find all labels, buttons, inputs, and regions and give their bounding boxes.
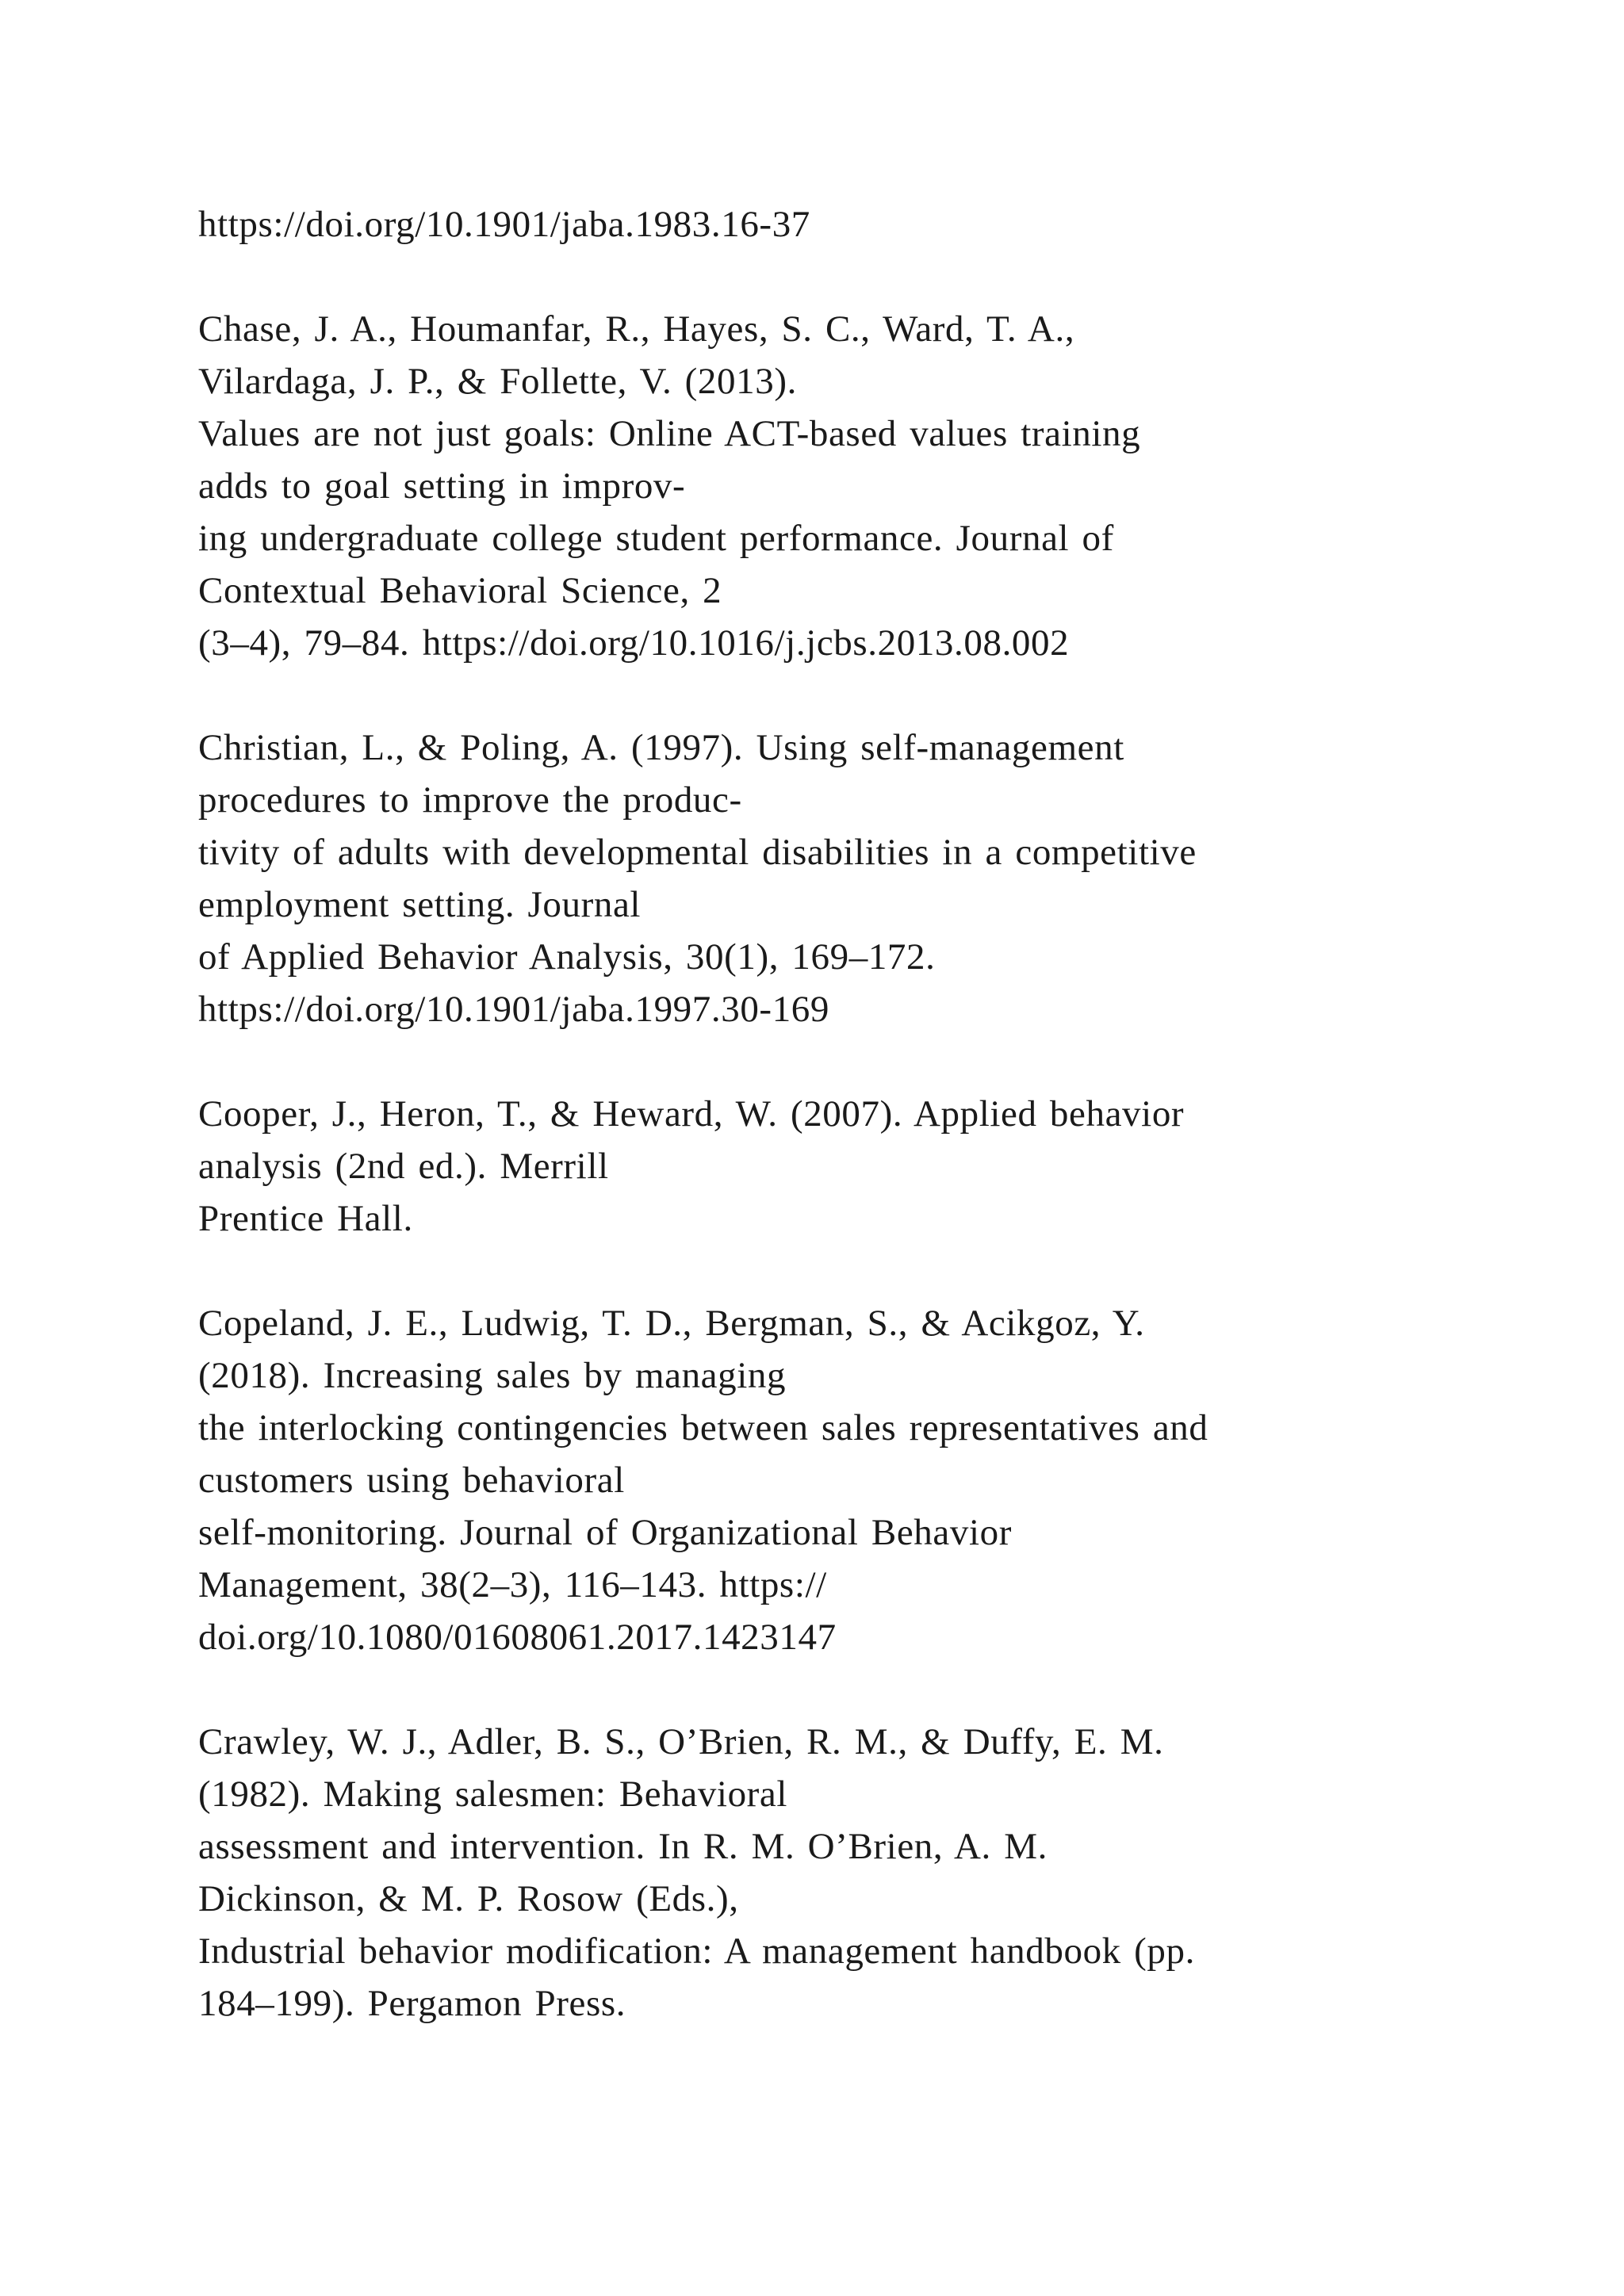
reference-line: customers using behavioral xyxy=(198,1460,625,1501)
reference-entry xyxy=(198,1297,1483,1663)
reference-line: Crawley, W. J., Adler, B. S., O’Brien, R. M., & Duffy, E. M. xyxy=(198,1721,1164,1762)
reference-line: Industrial behavior modification: A management handbook (pp. xyxy=(198,1931,1195,1972)
reference-entry xyxy=(198,1716,1483,2030)
reference-line: employment setting. Journal xyxy=(198,884,642,925)
reference-line: (3–4), 79–84. https://doi.org/10.1016/j.jcbs.2013.08.002 xyxy=(198,622,1070,664)
reference-line: Prentice Hall. xyxy=(198,1198,413,1239)
reference-line: procedures to improve the produc- xyxy=(198,779,742,821)
reference-line: Contextual Behavioral Science, 2 xyxy=(198,570,722,611)
reference-line: Vilardaga, J. P., & Follette, V. (2013). xyxy=(198,361,797,402)
reference-line: 184–199). Pergamon Press. xyxy=(198,1983,626,2024)
reference-line: Management, 38(2–3), 116–143. https:// xyxy=(198,1564,827,1605)
reference-line: ing undergraduate college student performance. Journal of xyxy=(198,518,1114,559)
reference-entry xyxy=(198,1088,1483,1245)
reference-line: Chase, J. A., Houmanfar, R., Hayes, S. C., Ward, T. A., xyxy=(198,308,1075,350)
reference-list xyxy=(198,198,1483,2082)
reference-line: Christian, L., & Poling, A. (1997). Using self-management xyxy=(198,727,1124,768)
reference-line: (2018). Increasing sales by managing xyxy=(198,1355,787,1396)
reference-line: https://doi.org/10.1901/jaba.1983.16-37 xyxy=(198,204,810,245)
reference-entry xyxy=(198,303,1483,669)
reference-entry xyxy=(198,721,1483,1035)
reference-line: assessment and intervention. In R. M. O’Brien, A. M. xyxy=(198,1826,1048,1867)
reference-line: adds to goal setting in improv- xyxy=(198,465,686,507)
reference-line: doi.org/10.1080/01608061.2017.1423147 xyxy=(198,1617,837,1658)
reference-line: https://doi.org/10.1901/jaba.1997.30-169 xyxy=(198,989,829,1030)
reference-line: Copeland, J. E., Ludwig, T. D., Bergman, S., & Acikgoz, Y. xyxy=(198,1303,1145,1344)
reference-line: tivity of adults with developmental disabilities in a competitive xyxy=(198,832,1197,873)
reference-line: analysis (2nd ed.). Merrill xyxy=(198,1146,609,1187)
reference-line: the interlocking contingencies between sales representatives and xyxy=(198,1407,1208,1448)
reference-line: Cooper, J., Heron, T., & Heward, W. (2007). Applied behavior xyxy=(198,1093,1185,1135)
reference-line: of Applied Behavior Analysis, 30(1), 169–172. xyxy=(198,936,936,978)
reference-line: Values are not just goals: Online ACT-based values training xyxy=(198,413,1141,454)
reference-line: self-monitoring. Journal of Organizational Behavior xyxy=(198,1512,1012,1553)
reference-line: Dickinson, & M. P. Rosow (Eds.), xyxy=(198,1878,739,1919)
reference-line: (1982). Making salesmen: Behavioral xyxy=(198,1774,788,1815)
reference-entry xyxy=(198,198,1483,251)
